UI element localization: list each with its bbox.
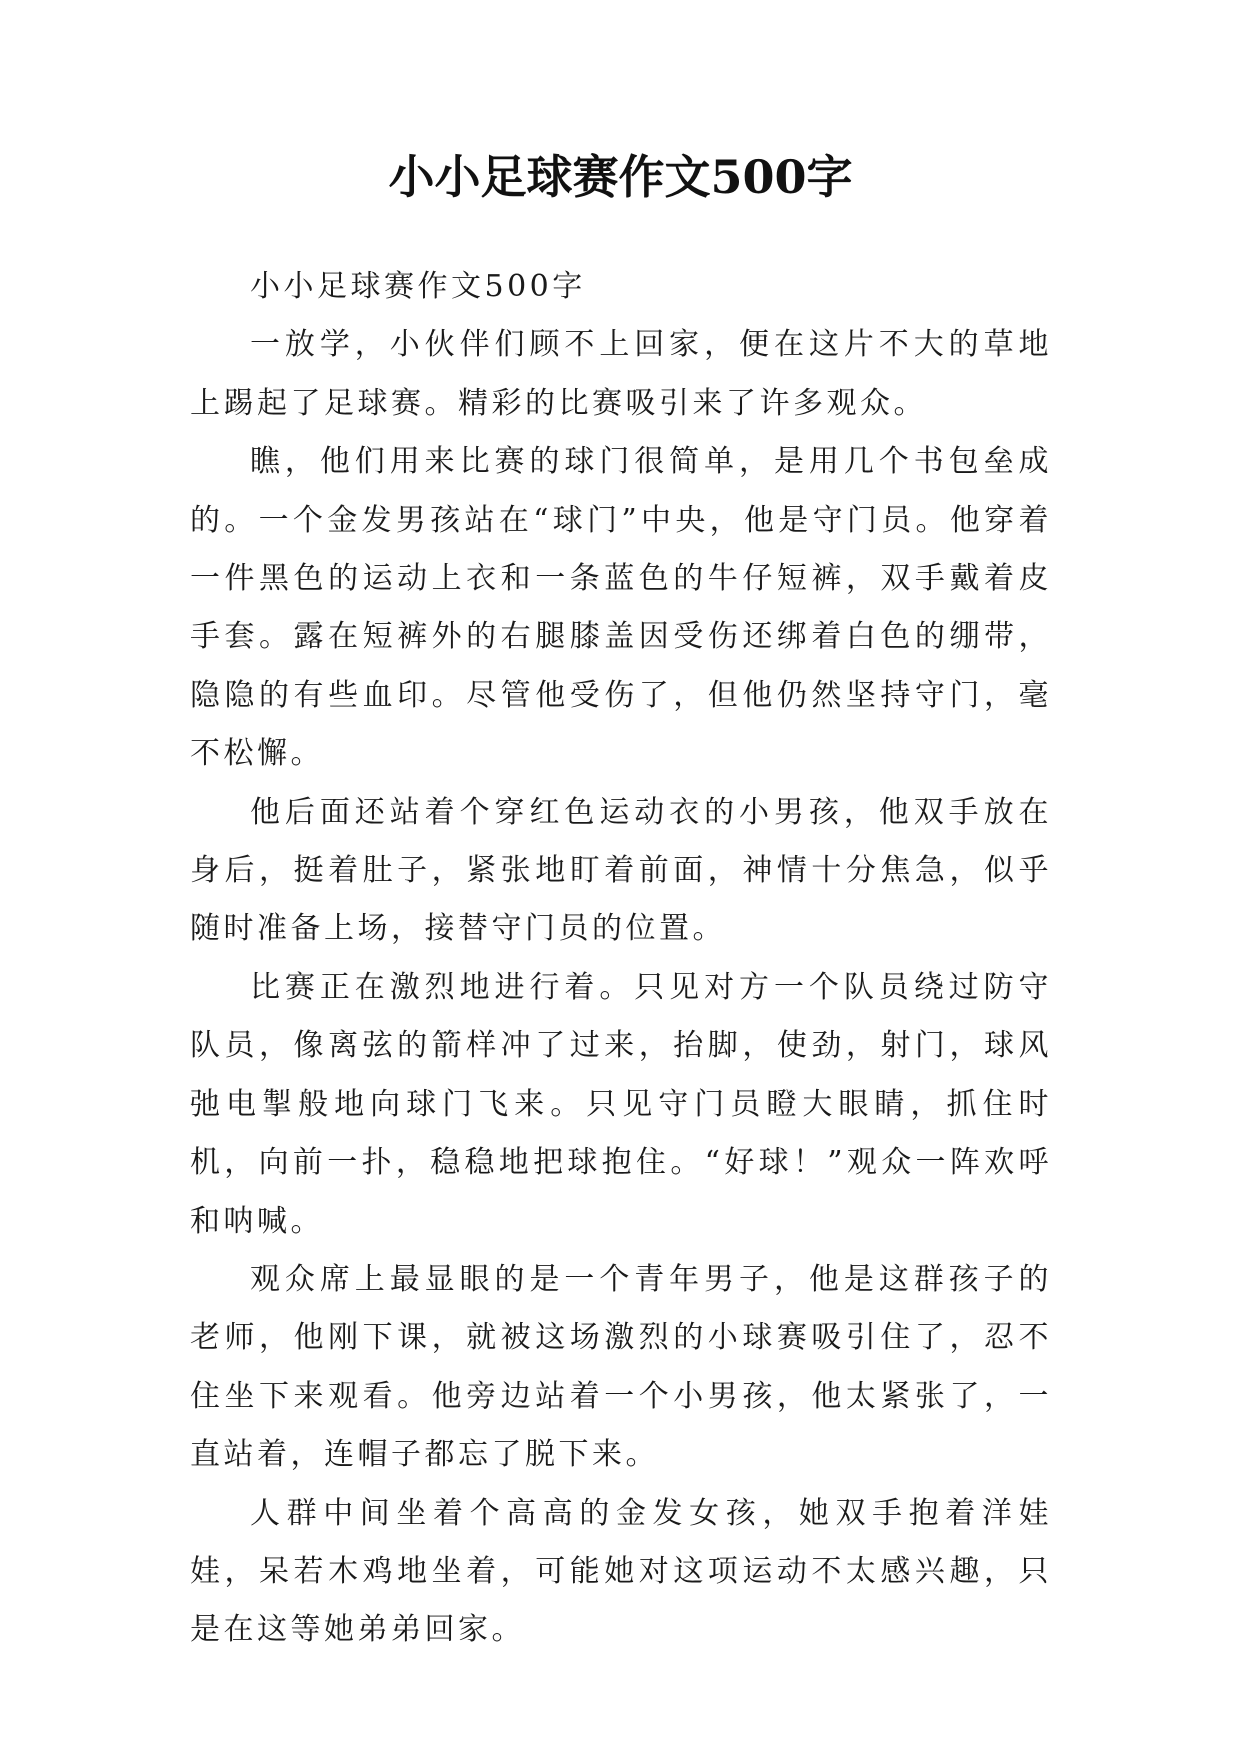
paragraph-subtitle: 小小足球赛作文500字	[250, 269, 586, 304]
paragraph: 观众席上最显眼的是一个青年男子，他是这群孩子的老师，他刚下课，就被这场激烈的小球赛吸引住了，忍不住坐下来观看。他旁边站着一个小男孩，他太紧张了，一直站着，连帽子都忘了脱下来。	[190, 1261, 1052, 1473]
paragraph: 一放学，小伙伴们顾不上回家，便在这片不大的草地上踢起了足球赛。精彩的比赛吸引来了许多观众。	[190, 327, 1052, 421]
paragraph: 比赛正在激烈地进行着。只见对方一个队员绕过防守队员，像离弦的箭样冲了过来，抬脚，使劲，射门，球风弛电掣般地向球门飞来。只见守门员瞪大眼睛，抓住时机，向前一扑，稳稳地把球抱住。“好球！”观众一阵欢呼和呐喊。	[190, 969, 1052, 1239]
paragraph: 人群中间坐着个高高的金发女孩，她双手抱着洋娃娃，呆若木鸡地坐着，可能她对这项运动不太感兴趣，只是在这等她弟弟回家。	[190, 1495, 1052, 1648]
paragraph: 瞧，他们用来比赛的球门很简单，是用几个书包垒成的。一个金发男孩站在“球门”中央，他是守门员。他穿着一件黑色的运动上衣和一条蓝色的牛仔短裤，双手戴着皮手套。露在短裤外的右腿膝盖因受伤还绑着白色的绷带，隐隐的有些血印。尽管他受伤了，但他仍然坚持守门，毫不松懈。	[190, 444, 1052, 772]
document-title: 小小足球赛作文500字	[388, 150, 853, 204]
paragraph: 他后面还站着个穿红色运动衣的小男孩，他双手放在身后，挺着肚子，紧张地盯着前面，神情十分焦急，似乎随时准备上场，接替守门员的位置。	[190, 794, 1052, 947]
document-body	[190, 258, 1052, 1660]
